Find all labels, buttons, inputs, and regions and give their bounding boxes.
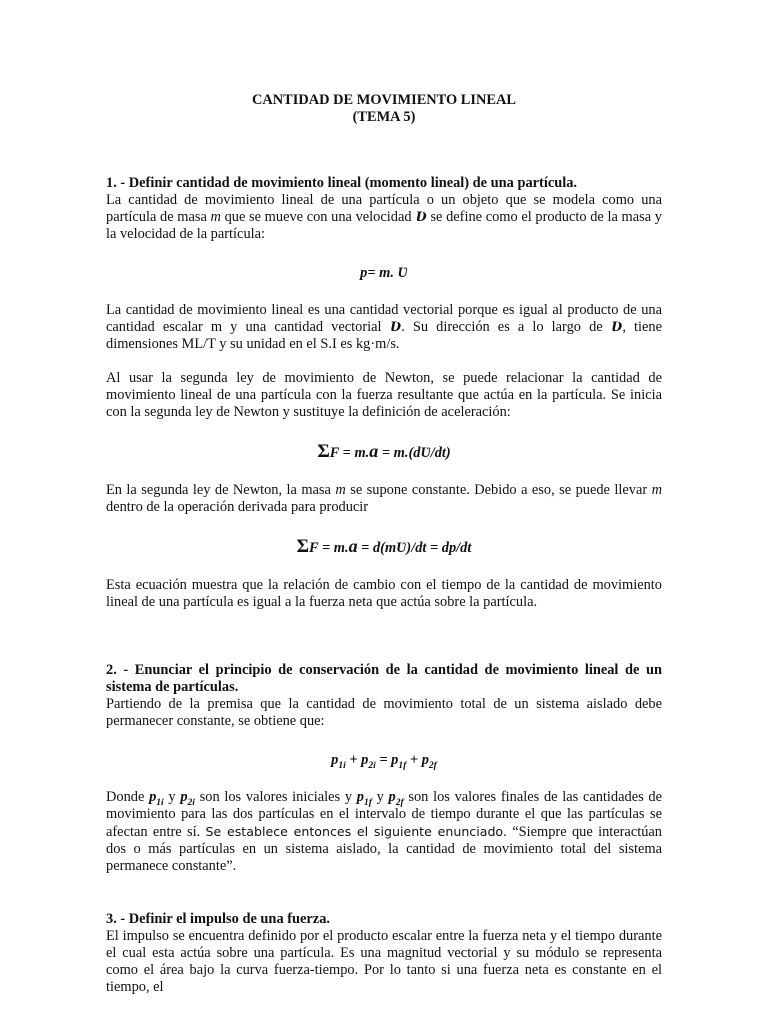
- section-2-paragraph-1: Partiendo de la premisa que la cantidad de movimiento total de un sistema aislado debe permanecer constante, se obtiene que:: [106, 696, 662, 729]
- equation-force-momentum-rate: ΣF = m.a = d(mƲ)/dt = dp/dt: [296, 536, 472, 557]
- section-2-heading: 2. - Enunciar el principio de conservación de la cantidad de movimiento lineal de un sistema de partículas.: [106, 662, 662, 695]
- section-3-heading: 3. - Definir el impulso de una fuerza.: [106, 911, 330, 927]
- document-title: [106, 92, 662, 126]
- section-1-paragraph-3: Al usar la segunda ley de movimiento de Newton, se puede relacionar la cantidad de movimiento lineal de una partícula con la fuerza resultante que actúa en la partícula. Se inicia con la segunda ley de Newton y sustituye la definición de aceleración:: [106, 370, 662, 420]
- section-1-heading: 1. - Definir cantidad de movimiento lineal (momento lineal) de una partícula.: [106, 175, 578, 191]
- equation-newton-second-law: ΣF = m.a = m.(dƲ/dt): [317, 441, 451, 462]
- equation-conservation: $p_{1i} + p_{2i} = p_{1f} + p_{2f}$: [331, 752, 437, 771]
- section-3-paragraph-1: El impulso se encuentra definido por el producto escalar entre la fuerza neta y el tiempo durante el cual esta actúa sobre una partícula. Es una magnitud vectorial y su módulo se representa como el área bajo la curva fuerza-tiempo. Por lo tanto si una fuerza neta es constante en el tiempo, el: [106, 928, 662, 995]
- title-line-2: (TEMA 5): [352, 109, 416, 125]
- section-2: [106, 662, 662, 875]
- document-page: [106, 92, 662, 996]
- section-3: [106, 911, 662, 996]
- section-1-paragraph-5: Esta ecuación muestra que la relación de cambio con el tiempo de la cantidad de movimiento lineal de una partícula es igual a la fuerza neta que actúa sobre la partícula.: [106, 577, 662, 610]
- section-1-paragraph-1: La cantidad de movimiento lineal de una partícula o un objeto que se modela como una partícula de masa m que se mueve con una velocidad Ʋ se define como el producto de la masa y la velocidad de la partícula:: [106, 192, 662, 242]
- section-1-paragraph-4: En la segunda ley de Newton, la masa m se supone constante. Debido a eso, se puede llevar m dentro de la operación derivada para producir: [106, 482, 662, 515]
- section-1: [106, 175, 662, 611]
- section-1-paragraph-2: La cantidad de movimiento lineal es una cantidad vectorial porque es igual al producto de una cantidad escalar m y una cantidad vectorial Ʋ. Su dirección es a lo largo de Ʋ, tiene dimensiones ML/T y su unidad en el S.I es kg·m/s.: [106, 302, 662, 352]
- equation-momentum: p= m. Ʋ: [360, 265, 408, 281]
- title-line-1: CANTIDAD DE MOVIMIENTO LINEAL: [252, 92, 516, 108]
- section-2-paragraph-2: Donde $p_{1i}$ y $p_{2i}$ son los valores iniciales y $p_{1f}$ y $p_{2f}$ son los valores finales de las cantidades de movimiento para las dos partículas en el intervalo de tiempo durante el que las partículas se afectan entre sí. Se establece entonces el siguiente enunciado. “Siempre que interactúan dos o más partículas en un sistema aislado, la cantidad de movimiento total del sistema permanece constante”.: [106, 789, 662, 874]
